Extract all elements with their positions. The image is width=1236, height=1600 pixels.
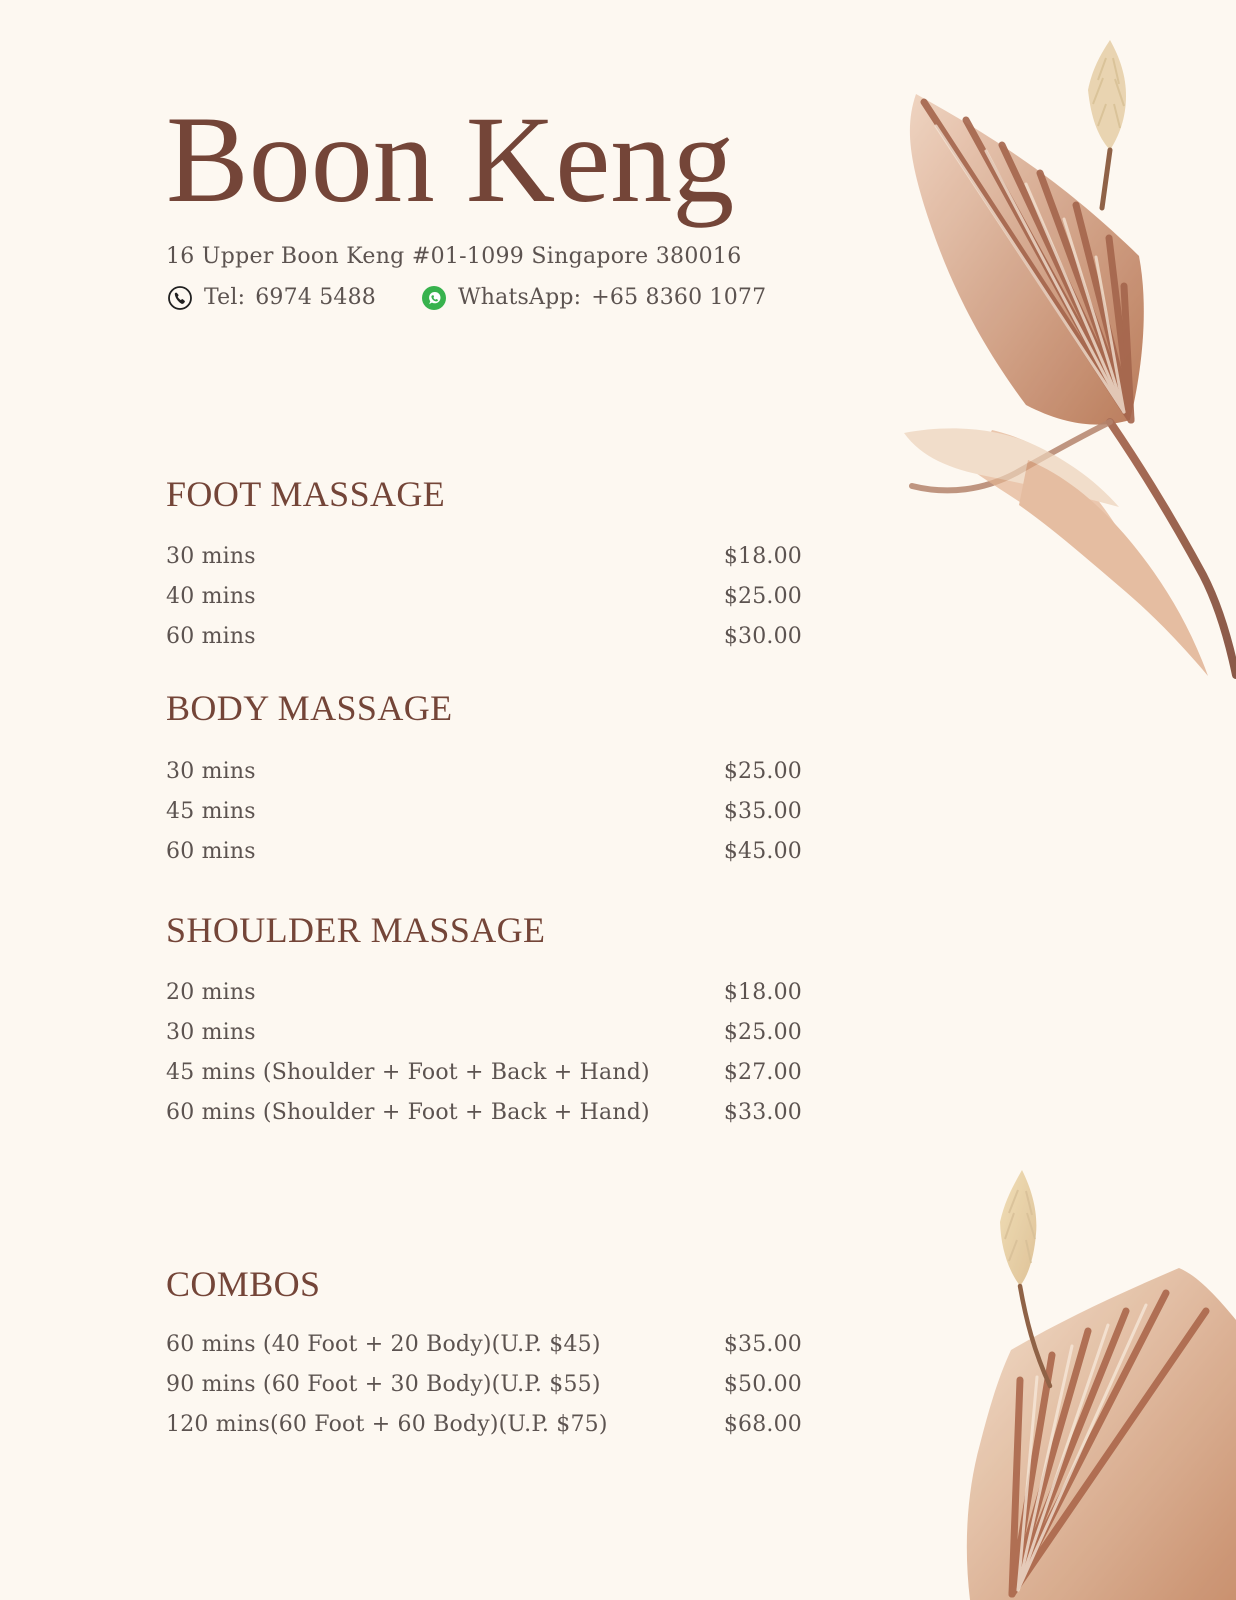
section-title-shoulder-massage: SHOULDER MASSAGE (166, 910, 546, 950)
service-label: 120 mins(60 Foot + 60 Body)(U.P. $75) (166, 1412, 608, 1437)
decorative-top-right-leaf-illustration (806, 0, 1236, 740)
whatsapp-label: WhatsApp: (458, 285, 582, 310)
service-label: 60 mins (166, 624, 256, 649)
service-row (166, 1098, 802, 1128)
service-row (166, 1018, 802, 1048)
business-name: Boon Keng (166, 91, 735, 228)
service-row (166, 622, 802, 652)
service-label: 20 mins (166, 980, 256, 1005)
service-price: $18.00 (723, 544, 802, 569)
service-row (166, 542, 802, 572)
service-row (166, 1330, 802, 1360)
telephone-contact (166, 284, 376, 312)
telephone-number: 6974 5488 (255, 285, 377, 310)
service-price: $35.00 (723, 1332, 802, 1357)
service-price: $45.00 (723, 839, 802, 864)
service-row (166, 978, 802, 1008)
service-price: $25.00 (723, 584, 802, 609)
service-row (166, 582, 802, 612)
service-row (166, 1410, 802, 1440)
section-title-body-massage: BODY MASSAGE (166, 688, 453, 728)
service-label: 45 mins (Shoulder + Foot + Back + Hand) (166, 1060, 650, 1085)
service-price: $25.00 (723, 759, 802, 784)
service-row (166, 797, 802, 827)
service-row (166, 1370, 802, 1400)
service-label: 30 mins (166, 1020, 256, 1045)
service-label: 90 mins (60 Foot + 30 Body)(U.P. $55) (166, 1372, 601, 1397)
service-label: 45 mins (166, 799, 256, 824)
service-price: $18.00 (723, 980, 802, 1005)
service-price: $27.00 (723, 1060, 802, 1085)
service-label: 60 mins (40 Foot + 20 Body)(U.P. $45) (166, 1332, 601, 1357)
decorative-bottom-right-leaf-illustration (936, 1160, 1236, 1600)
section-title-combos: COMBOS (166, 1264, 321, 1304)
menu-content (166, 0, 866, 1600)
telephone-label: Tel: (204, 285, 246, 310)
service-label: 30 mins (166, 544, 256, 569)
service-row (166, 1058, 802, 1088)
service-row (166, 837, 802, 867)
business-address: 16 Upper Boon Keng #01-1099 Singapore 380016 (166, 244, 742, 269)
service-label: 60 mins (Shoulder + Foot + Back + Hand) (166, 1100, 650, 1125)
phone-icon (166, 284, 194, 312)
service-row (166, 757, 802, 787)
service-price: $30.00 (723, 624, 802, 649)
service-price: $25.00 (723, 1020, 802, 1045)
service-label: 60 mins (166, 839, 256, 864)
whatsapp-number: +65 8360 1077 (591, 285, 767, 310)
service-price: $50.00 (723, 1372, 802, 1397)
whatsapp-contact (420, 284, 766, 312)
service-label: 30 mins (166, 759, 256, 784)
service-label: 40 mins (166, 584, 256, 609)
whatsapp-icon (420, 284, 448, 312)
section-title-foot-massage: FOOT MASSAGE (166, 474, 446, 514)
service-price: $33.00 (723, 1100, 802, 1125)
service-price: $35.00 (723, 799, 802, 824)
service-price: $68.00 (723, 1412, 802, 1437)
